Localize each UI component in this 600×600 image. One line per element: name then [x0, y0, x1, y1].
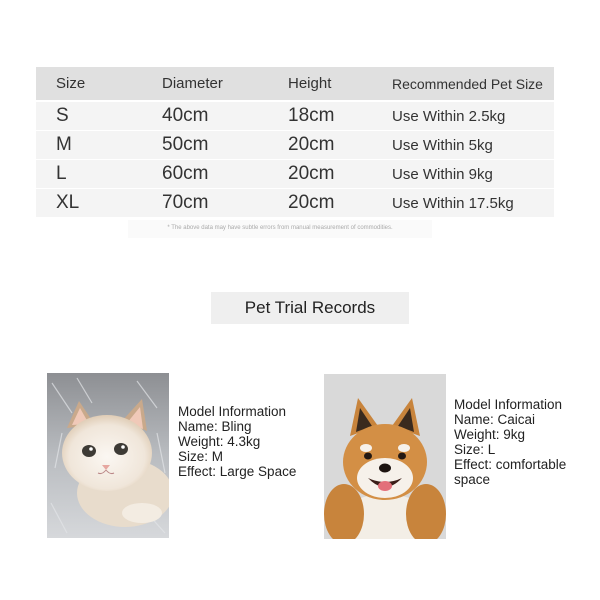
header-size: Size: [56, 75, 86, 92]
height-cell: 18cm: [288, 105, 335, 126]
table-row: [36, 102, 554, 130]
size-cell: M: [56, 134, 72, 155]
cat-illustration: [47, 373, 169, 538]
diameter-cell: 70cm: [162, 192, 209, 213]
dog-model-info: [454, 397, 594, 487]
header-diameter: Diameter: [162, 75, 223, 92]
pet-effect: Effect: Large Space: [178, 464, 297, 479]
pet-trial-title: Pet Trial Records: [211, 292, 409, 324]
size-table-header: [36, 67, 554, 100]
height-cell: 20cm: [288, 192, 335, 213]
table-row: [36, 189, 554, 217]
model-info-label: Model Information: [454, 397, 563, 412]
height-cell: 20cm: [288, 163, 335, 184]
pet-name: Name: Bling: [178, 419, 252, 434]
cat-photo: [47, 373, 169, 538]
cat-model-info: [178, 404, 296, 479]
recommended-cell: Use Within 17.5kg: [392, 194, 514, 212]
header-height: Height: [288, 75, 332, 92]
size-cell: L: [56, 163, 67, 184]
header-recommended-pet-size: Recommended Pet Size: [392, 75, 543, 92]
diameter-cell: 50cm: [162, 134, 209, 155]
dog-photo: [324, 374, 446, 539]
table-row: [36, 160, 554, 188]
diameter-cell: 60cm: [162, 163, 209, 184]
pet-size: Size: L: [454, 442, 496, 457]
pet-name: Name: Caicai: [454, 412, 536, 427]
table-row: [36, 131, 554, 159]
diameter-cell: 40cm: [162, 105, 209, 126]
pet-effect: Effect: comfortable space: [454, 457, 567, 487]
pet-size: Size: M: [178, 449, 224, 464]
measurement-disclaimer: * The above data may have subtle errors from manual measurement of commodities.: [128, 220, 432, 238]
dog-illustration: [324, 374, 446, 539]
recommended-cell: Use Within 5kg: [392, 136, 493, 154]
size-cell: S: [56, 105, 69, 126]
size-table: [36, 67, 554, 218]
recommended-cell: Use Within 9kg: [392, 165, 493, 183]
model-info-label: Model Information: [178, 404, 287, 419]
height-cell: 20cm: [288, 134, 335, 155]
size-cell: XL: [56, 192, 80, 213]
recommended-cell: Use Within 2.5kg: [392, 107, 506, 125]
pet-weight: Weight: 9kg: [454, 427, 526, 442]
pet-weight: Weight: 4.3kg: [178, 434, 261, 449]
